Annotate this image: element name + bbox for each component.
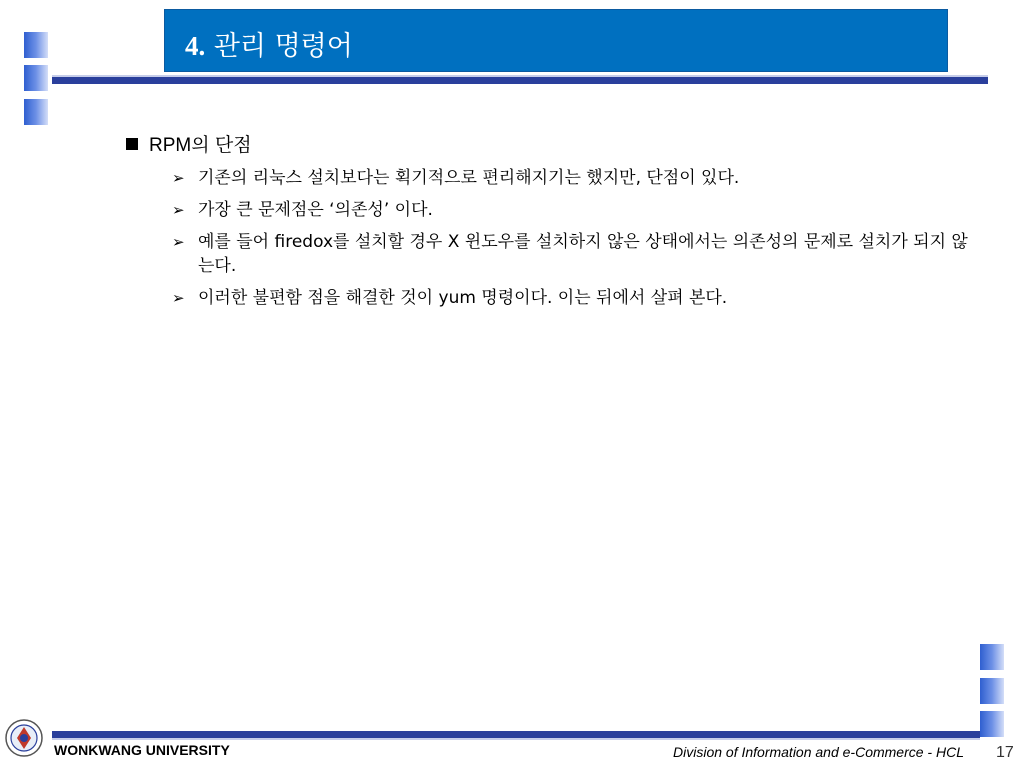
square-bullet-icon [126, 138, 138, 150]
university-seal-icon [4, 718, 44, 758]
top-divider-bar [52, 75, 988, 84]
arrowhead-bullet-icon: ➢ [172, 169, 185, 187]
list-item [172, 230, 972, 278]
bullet-list [172, 166, 972, 318]
decor-square-4 [980, 644, 1004, 670]
arrowhead-bullet-icon: ➢ [172, 289, 185, 307]
arrowhead-bullet-icon: ➢ [172, 233, 185, 251]
section-heading [124, 130, 252, 157]
heading-text: RPM의 단점 [149, 135, 252, 156]
title-number: 4. [185, 31, 206, 61]
decor-square-6 [980, 711, 1004, 737]
slide-title [185, 24, 353, 63]
list-item [172, 198, 972, 222]
list-item [172, 286, 972, 310]
title-text: 관리 명령어 [213, 31, 353, 62]
decor-square-3 [24, 99, 48, 125]
decor-square-2 [24, 65, 48, 91]
page-number: 17 [996, 744, 1014, 761]
list-item-text: 이러한 불편함 점을 해결한 것이 yum 명령이다. 이는 뒤에서 살펴 본다. [198, 288, 728, 308]
list-item-text: 예를 들어 firedox를 설치할 경우 X 윈도우를 설치하지 않은 상태에서는 의존성의 문제로 설치가 되지 않는다. [198, 232, 968, 276]
list-item-text: 가장 큰 문제점은 ‘의존성’ 이다. [198, 200, 433, 220]
title-banner [164, 9, 948, 72]
list-item [172, 166, 972, 190]
university-name: WONKWANG UNIVERSITY [54, 742, 230, 758]
list-item-text: 기존의 리눅스 설치보다는 획기적으로 편리해지기는 했지만, 단점이 있다. [198, 168, 740, 188]
arrowhead-bullet-icon: ➢ [172, 201, 185, 219]
decor-square-5 [980, 678, 1004, 704]
decor-square-1 [24, 32, 48, 58]
bottom-divider-bar [52, 731, 980, 740]
division-name: Division of Information and e-Commerce - HCL [673, 744, 964, 760]
